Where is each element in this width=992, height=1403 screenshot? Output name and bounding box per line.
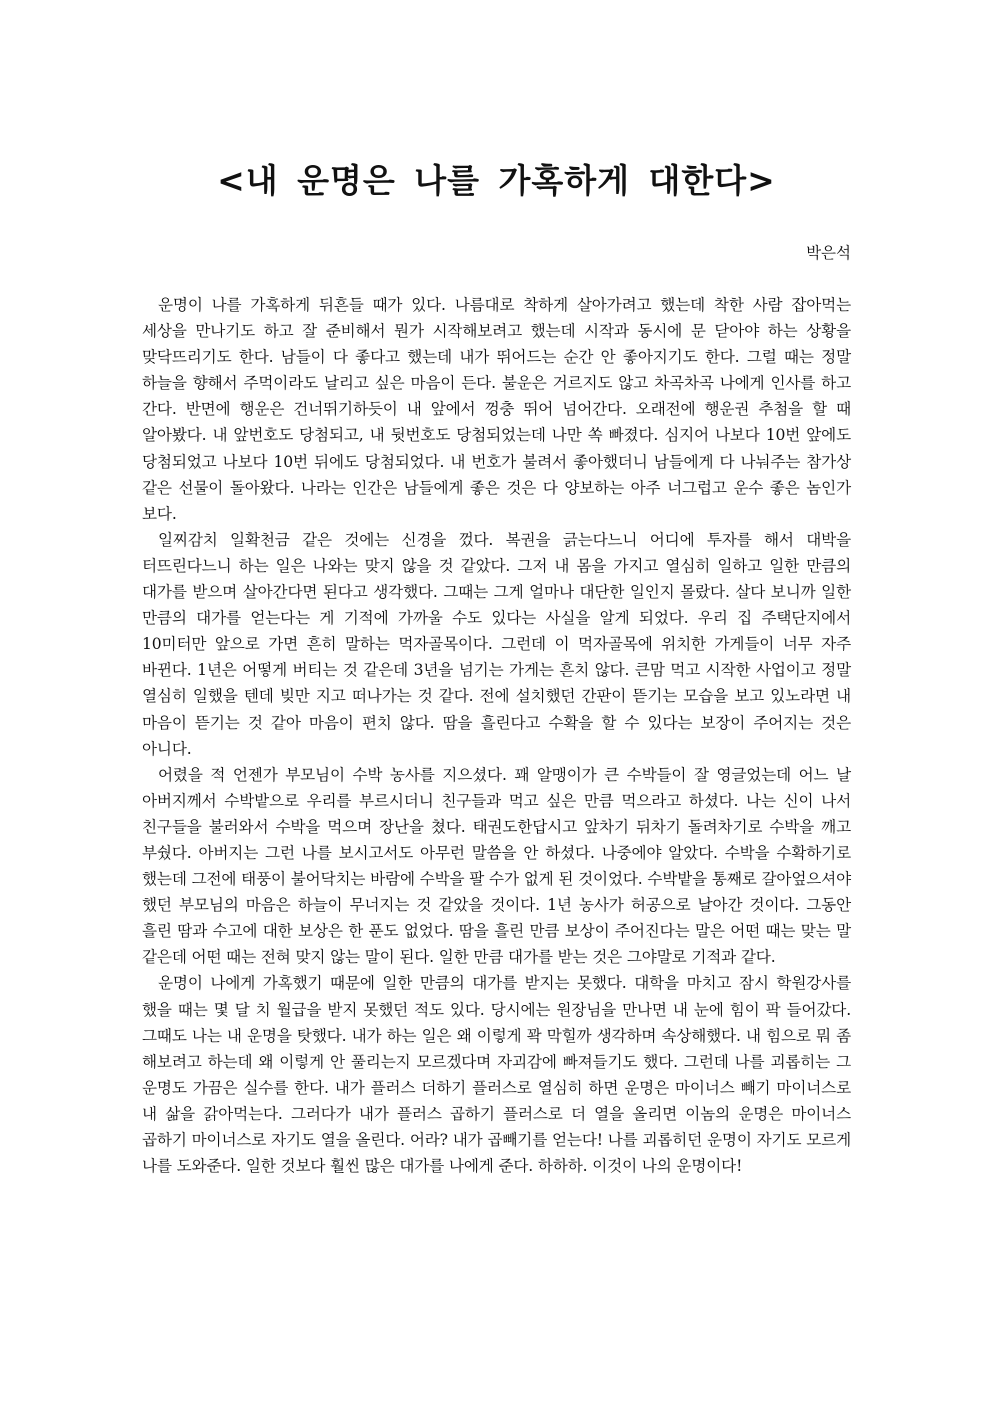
author-name: 박은석 [806,244,851,262]
document-page [142,0,851,1403]
paragraph-3: 어렸을 적 언젠가 부모님이 수박 농사를 지으셨다. 꽤 알맹이가 큰 수박들이 잘 영글었는데 어느 날 아버지께서 수박밭으로 우리를 부르시더니 친구들과 먹고 싶은 만큼 먹으라고 하셨다. 나는 신이 나서 친구들을 불러와서 수박을 먹으며 장난을 쳤다. 태권도한답시고 앞차기 뒤차기 돌려차기로 수박을 깨고 부쉈다. 아버지는 그런 나를 보시고서도 아무런 말씀을 안 하셨다. 나중에야 알았다. 수박을 수확하기로 했는데 그전에 태풍이 불어닥치는 바람에 수박을 팔 수가 없게 된 것이었다. 수박밭을 통째로 갈아엎으셔야 했던 부모님의 마음은 하늘이 무너지는 것 같았을 것이다. 1년 농사가 허공으로 날아간 것이다. 그동안 흘린 땀과 수고에 대한 보상은 한 푼도 없었다. 땀을 흘린 만큼 보상이 주어진다는 말은 어떤 때는 맞는 말 같은데 어떤 때는 전혀 맞지 않는 말이 된다. 일한 만큼 대가를 받는 것은 그야말로 기적과 같다. [142,765,851,967]
document-title: <내 운명은 나를 가혹하게 대한다> [217,161,776,200]
document-body [142,292,851,1179]
paragraph-4: 운명이 나에게 가혹했기 때문에 일한 만큼의 대가를 받지는 못했다. 대학을 마치고 잠시 학원강사를 했을 때는 몇 달 치 월급을 받지 못했던 적도 있다. 당시에는 원장님을 만나면 내 눈에 힘이 팍 들어갔다. 그때도 나는 내 운명을 탓했다. 내가 하는 일은 왜 이렇게 꽉 막힐까 생각하며 속상해했다. 내 힘으로 뭐 좀 해보려고 하는데 왜 이렇게 안 풀리는지 모르겠다며 자괴감에 빠져들기도 했다. 그런데 나를 괴롭히는 그 운명도 가끔은 실수를 한다. 내가 플러스 더하기 플러스로 열심히 하면 운명은 마이너스 빼기 마이너스로 내 삶을 갉아먹는다. 그러다가 내가 플러스 곱하기 플러스로 더 열을 올리면 이놈의 운명은 마이너스 곱하기 마이너스로 자기도 열을 올린다. 어라? 내가 곱빼기를 얻는다! 나를 괴롭히던 운명이 자기도 모르게 나를 도와준다. 일한 것보다 훨씬 많은 대가를 나에게 준다. 하하하. 이것이 나의 운명이다! [142,974,851,1176]
paragraph-2: 일찌감치 일확천금 같은 것에는 신경을 껐다. 복권을 긁는다느니 어디에 투자를 해서 대박을 터뜨린다느니 하는 일은 나와는 맞지 않을 것 같았다. 그저 내 몸을 가지고 열심히 일하고 일한 만큼의 대가를 받으며 살아간다면 된다고 생각했다. 그때는 그게 얼마나 대단한 일인지 몰랐다. 살다 보니까 일한 만큼의 대가를 얻는다는 게 기적에 가까울 수도 있다는 사실을 알게 되었다. 우리 집 주택단지에서 10미터만 앞으로 가면 흔히 말하는 먹자골목이다. 그런데 이 먹자골목에 위치한 가게들이 너무 자주 바뀐다. 1년은 어떻게 버티는 것 같은데 3년을 넘기는 가게는 흔치 않다. 큰맘 먹고 시작한 사업이고 정말 열심히 일했을 텐데 빚만 지고 떠나가는 것 같다. 전에 설치했던 간판이 뜯기는 모습을 보고 있노라면 내 마음이 뜯기는 것 같아 마음이 편치 않다. 땀을 흘린다고 수확을 할 수 있다는 보장이 주어지는 것은 아니다. [142,530,851,758]
paragraph-1: 운명이 나를 가혹하게 뒤흔들 때가 있다. 나름대로 착하게 살아가려고 했는데 착한 사람 잡아먹는 세상을 만나기도 하고 잘 준비해서 뭔가 시작해보려고 했는데 시작과 동시에 문 닫아야 하는 상황을 맞닥뜨리기도 한다. 남들이 다 좋다고 했는데 내가 뛰어드는 순간 안 좋아지기도 한다. 그럴 때는 정말 하늘을 향해서 주먹이라도 날리고 싶은 마음이 든다. 불운은 거르지도 않고 차곡차곡 나에게 인사를 하고 간다. 반면에 행운은 건너뛰기하듯이 내 앞에서 껑충 뛰어 넘어간다. 오래전에 행운권 추첨을 할 때 알아봤다. 내 앞번호도 당첨되고, 내 뒷번호도 당첨되었는데 나만 쏙 빠졌다. 심지어 나보다 10번 앞에도 당첨되었고 나보다 10번 뒤에도 당첨되었다. 내 번호가 불려서 좋아했더니 남들에게 다 나눠주는 참가상 같은 선물이 돌아왔다. 나라는 인간은 남들에게 좋은 것은 다 양보하는 아주 너그럽고 운수 좋은 놈인가 보다. [142,296,851,523]
